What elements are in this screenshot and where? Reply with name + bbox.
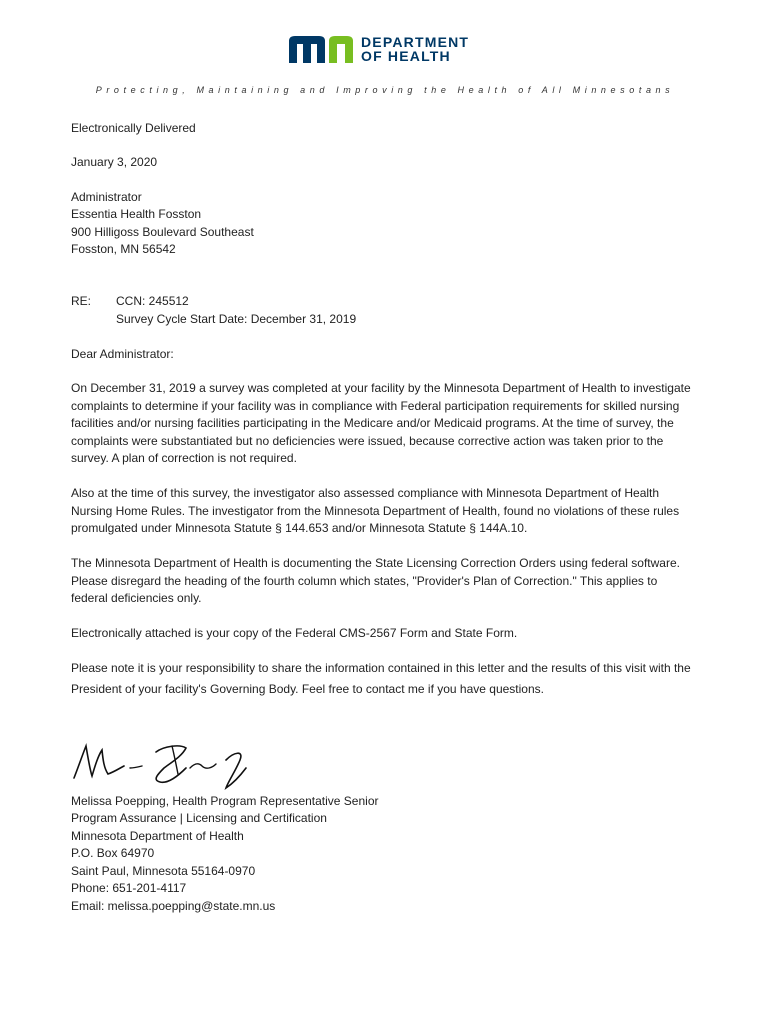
recipient-facility: Essentia Health Fosston — [71, 207, 202, 221]
letter-date: January 3, 2020 — [71, 155, 158, 169]
recipient-city: Fosston, MN 56542 — [71, 242, 176, 256]
org-name — [361, 35, 469, 63]
re-label: RE: — [71, 294, 92, 308]
org-name-line1: DEPARTMENT — [361, 34, 470, 50]
org-name-line2: OF HEALTH — [361, 48, 451, 64]
body-paragraph-1: On December 31, 2019 a survey was completed at your facility by the Minnesota Department of Health to investigate complaints to determine if your facility was in compliance with Federal participation requirements for skilled nursing facilities and/or nursing facilities participating in the Medicare and/or Medicaid programs. At the time of survey, the complaints were substantiated but no deficiencies were issued, because corrective action was taken prior to the survey. A plan of correction is not required. — [71, 381, 691, 465]
re-cycle-date: Survey Cycle Start Date: December 31, 2019 — [116, 312, 357, 326]
re-block — [116, 292, 356, 328]
handwritten-signature-icon — [68, 738, 258, 790]
recipient-title: Administrator — [71, 190, 142, 204]
signer-email: Email: melissa.poepping@state.mn.us — [71, 899, 276, 913]
body-paragraph-3: The Minnesota Department of Health is documenting the State Licensing Correction Orders using federal software. Please disregard the heading of the fourth column which states, "Provider's Plan of Correction." This applies to federal deficiencies only. — [71, 556, 680, 605]
signer-city: Saint Paul, Minnesota 55164-0970 — [71, 864, 256, 878]
mdh-logo — [289, 35, 469, 63]
body-paragraph-5: Please note it is your responsibility to share the information contained in this letter and the results of this visit with the President of your facility's Governing Body. Feel free to contact me if you have questions. — [71, 661, 691, 696]
re-ccn: CCN: 245512 — [116, 294, 189, 308]
body-paragraph-4: Electronically attached is your copy of the Federal CMS-2567 Form and State Form. — [71, 626, 518, 640]
delivery-method: Electronically Delivered — [71, 121, 196, 135]
signer-name: Melissa Poepping, Health Program Representative Senior — [71, 794, 379, 808]
salutation: Dear Administrator: — [71, 347, 174, 361]
mn-logo-mark-icon — [289, 35, 353, 63]
recipient-street: 900 Hilligoss Boulevard Southeast — [71, 225, 254, 239]
signer-phone: Phone: 651-201-4117 — [71, 881, 187, 895]
signer-unit: Program Assurance | Licensing and Certification — [71, 811, 327, 825]
body-paragraph-2: Also at the time of this survey, the investigator also assessed compliance with Minnesota Department of Health Nursing Home Rules. The investigator from the Minnesota Department of Health, found no violations of these rules promulgated under Minnesota Statute § 144.653 and/or Minnesota Statute § 144A.10. — [71, 486, 680, 535]
signer-po-box: P.O. Box 64970 — [71, 846, 155, 860]
tagline: Protecting, Maintaining and Improving the Health of All Minnesotans — [95, 85, 675, 95]
signer-org: Minnesota Department of Health — [71, 829, 244, 843]
